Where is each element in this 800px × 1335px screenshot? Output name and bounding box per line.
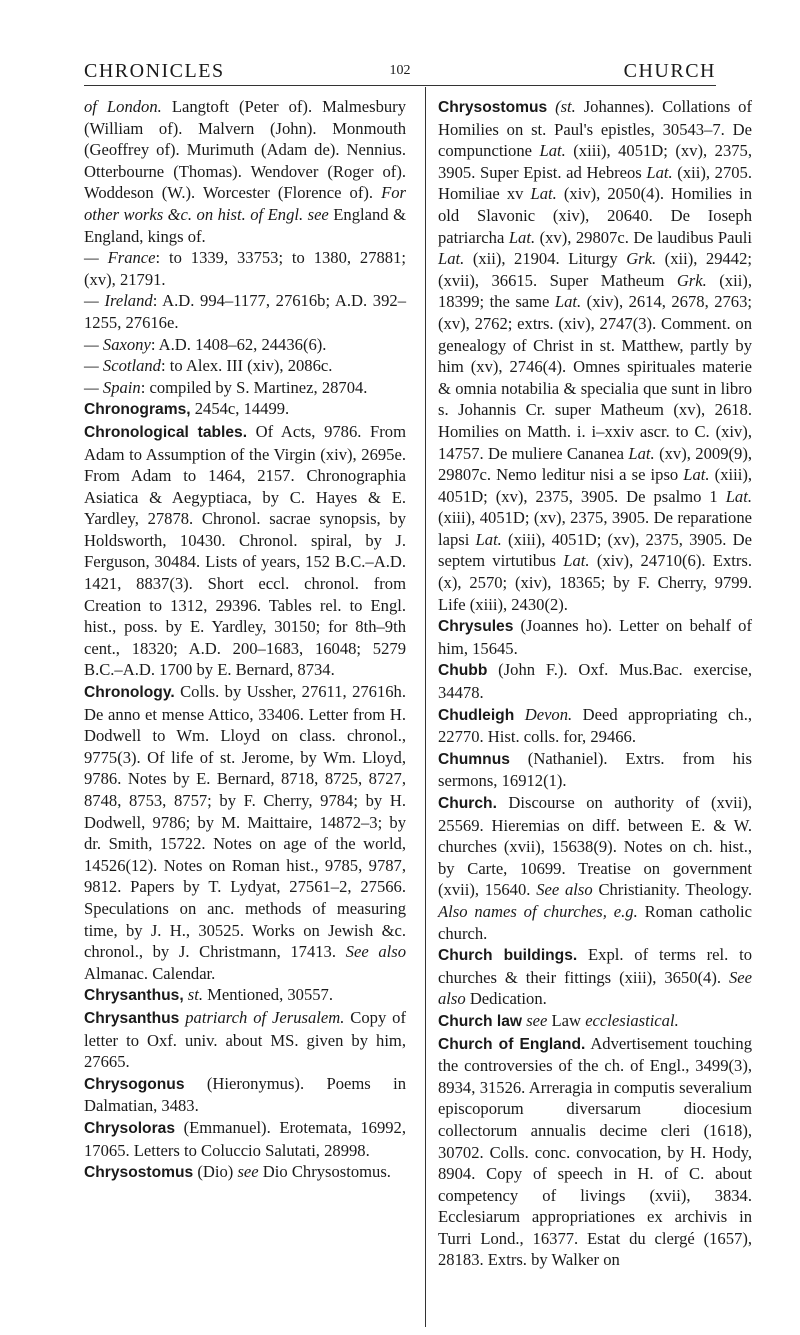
entry-text: (Joannes ho). Letter on behalf of him, 15645. xyxy=(438,616,752,658)
entry-text: of London. xyxy=(84,97,162,116)
entry-text: st. xyxy=(183,985,204,1005)
entry-chubb xyxy=(438,659,752,703)
entry-text: Grk. xyxy=(626,249,657,269)
entry-chronicles-france xyxy=(84,247,406,290)
entry-text: Of Acts, 9786. From Adam to Assumption of the Virgin (xiv), 2695e. From Adam to 1464, 2157. Chronographia Asiatica & Aegyptiaca, by C. Hayes & E. Yardley, 27878. Chronol. sacrae synopsis, by Holdsworth, 10430. Chronol. spiral, by J. Ferguson, 30484. Lists of years, 152 B.C.–A.D. 1421, 8837(3). Short eccl. chronol. from Creation to 1312, 29396. Tables rel. to Engl. hist., poss. by E. Yardley, 30150; for 8th–9th cent., 18320; A.D. 200–1683, 16048; 5279 B.C.–A.D. 1700 by E. Bernard, 8734. xyxy=(84,421,407,680)
entry-text: : compiled by S. Martinez, 28704. xyxy=(140,377,368,397)
entry-church-buildings xyxy=(438,944,752,1010)
entry-chudleigh xyxy=(438,704,752,748)
entry-text: Lat. xyxy=(725,486,752,506)
entry-text: Lat. xyxy=(438,249,465,269)
entry-subhead: — Spain xyxy=(84,377,141,397)
right-column xyxy=(438,96,752,1271)
left-column xyxy=(84,96,406,1184)
entry-headword: Church of England. xyxy=(438,1035,586,1053)
entry-text: Copy of letter to Oxf. univ. about MS. given by him, 27665. xyxy=(84,1007,406,1072)
entry-text: (Emmanuel). Erotemata, 16992, 17065. Letters to Coluccio Salutati, 28998. xyxy=(84,1117,406,1160)
column-divider xyxy=(425,87,426,1327)
entry-text: : A.D. 994–1177, 27616b; A.D. 392–1255, 27616e. xyxy=(84,291,406,332)
entry-text: Devon. xyxy=(514,704,573,724)
entry-text: Expl. of terms rel. to churches & their fittings (xiii), 3650(4). xyxy=(438,945,752,987)
entry-headword: Chronology. xyxy=(84,684,175,702)
entry-text: (xii), 18399; the same xyxy=(438,270,752,312)
page-number: 102 xyxy=(389,63,411,78)
entry-text: (Nathaniel). Extrs. from his sermons, 16912(1). xyxy=(438,748,752,791)
entry-text: (xiii), 4051D; (xv), 2375, 3905. De reparatione lapsi xyxy=(438,508,752,549)
entry-headword: Chumnus xyxy=(438,750,510,768)
entry-headword: Chudleigh xyxy=(438,706,515,724)
entry-text: Colls. by Ussher, 27611, 27616h. De anno et mense Attico, 33406. Letter from H. Dodwell to Wm. Lloyd on class. chronol., 9775(3). Of life of st. Jerome, by Wm. Lloyd, 9786. Notes by E. Bernard, 8718, 8725, 8727, 8748, 8753, 8757; by F. Cherry, 9784; by H. Dodwell, 9786; by M. Maittaire, 14872–3; by dr. Smith, 15722. Notes on age of the world, 14526(12). Notes on Roman hist., 9785, 9787, 9812. Papers by T. Lydyat, 27561–2, 27566. Speculations on anc. methods of measuring time, by J. H., 30525. Works on Jewish &c. chronol., by J. Christmann, 17413. xyxy=(84,682,406,962)
entry-text: (xiv), 2050(4). Homilies in old Slavonic (xiv), 20640. De Ioseph patriarcha xyxy=(438,184,752,247)
entry-text: (xiv), 2614, 2678, 2763; (xv), 2762; extrs. (xiv), 2747(3). Comment. on genealogy of Christ in st. Matthew, partly by him (xv), 2746(4). Omnes spirituales materie & omnia notabilia & specialia que sunt in libro s. Johannis Cr. super Matheum (xv), 2618. Homilies on Matth. i. i–xxiv ascr. to C. (xiv), 14757. De muliere Cananea xyxy=(438,292,752,463)
entry-chronicles-london xyxy=(84,96,406,247)
entry-chronicles-scotland xyxy=(84,355,406,377)
entry-headword: Chrysostomus xyxy=(84,1164,194,1182)
entry-text: (xii), 2705. Homiliae xv xyxy=(438,162,752,204)
entry-text: Law xyxy=(547,1010,586,1030)
entry-chrysostomus-dio xyxy=(84,1161,406,1184)
entry-chrysogonus xyxy=(84,1073,406,1117)
entry-headword: Chronograms, xyxy=(84,401,191,419)
entry-text: patriarch of Jerusalem. xyxy=(179,1007,345,1027)
entry-text: Almanac. Calendar. xyxy=(84,963,216,983)
entry-subhead: — France xyxy=(84,248,156,268)
entry-text: Lat. xyxy=(563,551,590,571)
entry-text: (xv), 29807c. De laudibus Pauli xyxy=(535,227,752,247)
entry-church-law xyxy=(438,1010,752,1033)
entry-text: Lat. xyxy=(475,529,502,549)
entry-subhead: — Saxony xyxy=(84,334,151,354)
entry-text: Advertisement touching the controversies of the ch. of Engl., 3499(3), 8934, 31526. Arreragia in computis severalium episcoporum diversarum diocesium collectorum annualis decime cleri (1618), 30702. Colls. conc. convocation, by H. Hody, 8904. Copy of speech in H. of C. about competency of livings (xvii), 3834. Ecclesiarum appropriationes ex archivis in Turri Lond., 16377. Estat du clergé (1657), 28183. Extrs. by Walker on xyxy=(438,1033,752,1270)
entry-text: Lat. xyxy=(683,465,710,485)
entry-text: (Dio) xyxy=(193,1162,238,1182)
entry-chronicles-ireland xyxy=(84,290,406,333)
entry-text: (John F.). Oxf. Mus.Bac. exercise, 34478. xyxy=(438,660,752,703)
entry-headword: Chrysanthus xyxy=(84,1009,180,1027)
header-right-title: CHURCH xyxy=(623,60,716,82)
entry-chumnus xyxy=(438,748,752,792)
entry-text: : A.D. 1408–62, 24436(6). xyxy=(150,334,327,354)
entry-text: ecclesiastical. xyxy=(585,1010,679,1030)
entry-text: (xiii), 4051D; (xv), 2375, 3905. De septem virtutibus xyxy=(438,529,752,571)
entry-headword: Church. xyxy=(438,795,497,812)
entry-text: : to 1339, 33753; to 1380, 27881; (xv), 21791. xyxy=(84,248,406,289)
entry-headword: Chronological tables. xyxy=(84,423,248,441)
header-rule xyxy=(84,85,716,86)
entry-chrysanthus-st xyxy=(84,984,406,1007)
entry-text: See also xyxy=(536,880,593,900)
entry-text: Lat. xyxy=(646,162,673,182)
entry-text: Roman catholic church. xyxy=(438,901,752,943)
entry-headword: Church buildings. xyxy=(438,947,578,965)
entry-headword: Chrysanthus, xyxy=(84,987,184,1005)
entry-chrysostomus-johannes xyxy=(438,96,752,615)
entry-chrysoloras xyxy=(84,1117,406,1161)
entry-text: 2454c, 14499. xyxy=(190,399,290,419)
entry-text: Discourse on authority of (xvii), 25569. Hieremias on diff. between E. & W. churches (xvii), 15638(9). Notes on ch. hist., by Carte, 10699. Treatise on government (xvii), 15640. xyxy=(438,793,752,900)
entry-chronology xyxy=(84,681,406,984)
entry-subhead: — Ireland xyxy=(84,291,153,311)
entry-text: Lat. xyxy=(508,227,536,247)
entry-headword: Church law xyxy=(438,1012,523,1030)
entry-headword: Chrysogonus xyxy=(84,1075,185,1093)
entry-text: Lat. xyxy=(530,184,557,204)
header-left-title: CHRONICLES xyxy=(84,60,225,82)
entry-text: England & England, kings of. xyxy=(84,204,406,246)
entry-text: See also xyxy=(345,942,406,962)
entry-text: (xiii), 4051D; (xv), 2375, 3905. De psalmo 1 xyxy=(438,465,752,506)
entry-chronograms xyxy=(84,398,406,421)
entry-subhead: — Scotland xyxy=(84,356,161,376)
entry-headword: Chubb xyxy=(438,662,488,680)
entry-chrysules xyxy=(438,615,752,659)
entry-headword: Chrysoloras xyxy=(84,1119,175,1137)
entry-chronicles-saxony xyxy=(84,334,406,356)
entry-text: Langtoft (Peter of). Malmesbury (William of). Malvern (John). Monmouth (Geoffrey of). Murimuth (Adam de). Nennius. Otterbourne (Thomas). Wendover (Roger of). Woddeson (W.). Worcester (Florence of). xyxy=(84,97,406,203)
entry-text: For other works &c. on hist. of Engl. see xyxy=(84,183,406,224)
entry-text: Dio Chrysostomus. xyxy=(258,1162,391,1182)
entry-text: Lat. xyxy=(539,141,566,161)
entry-chronological-tables xyxy=(84,421,406,681)
entry-text: Lat. xyxy=(554,292,582,312)
entry-chrysanthus-patriarch xyxy=(84,1007,406,1073)
entry-text: (xv), 2009(9), 29807c. Nemo leditur nisi a se ipso xyxy=(438,443,752,485)
entry-text: see xyxy=(522,1010,548,1030)
entry-text: Also names of churches, e.g. xyxy=(438,901,638,921)
entry-church xyxy=(438,792,752,944)
entry-text: see xyxy=(237,1162,259,1182)
entry-chronicles-spain xyxy=(84,377,406,399)
entry-text: (xiii), 4051D; (xv), 2375, 3905. Super Epist. ad Hebreos xyxy=(438,141,752,182)
entry-text: Johannes). Collations of Homilies on st. Paul's epistles, 30543–7. De compunctione xyxy=(438,97,753,161)
entry-text: (Hieronymus). Poems in Dalmatian, 3483. xyxy=(84,1073,406,1116)
entry-church-of-england xyxy=(438,1033,752,1272)
entry-text: Mentioned, 30557. xyxy=(203,985,334,1005)
entry-text: Grk. xyxy=(676,270,707,290)
entry-text: (xii), 21904. Liturgy xyxy=(464,249,627,269)
entry-headword: Chrysules xyxy=(438,618,514,636)
entry-text: Lat. xyxy=(628,443,655,463)
entry-text: (st. xyxy=(547,97,576,116)
entry-text: Dedication. xyxy=(465,989,547,1009)
entry-text: See also xyxy=(438,967,752,1009)
entry-text: Deed appropriating ch., 22770. Hist. colls. for, 29466. xyxy=(438,704,753,747)
entry-text: Christianity. Theology. xyxy=(592,880,753,900)
entry-text: (xiv), 24710(6). Extrs. (x), 2570; (xiv), 18365; by F. Cherry, 9799. Life (xiii), 2430(2). xyxy=(438,551,752,614)
entry-headword: Chrysostomus xyxy=(438,99,548,116)
entry-text: : to Alex. III (xiv), 2086c. xyxy=(160,356,333,376)
entry-text: (xii), 29442; (xvii), 36615. Super Matheum xyxy=(438,249,752,290)
